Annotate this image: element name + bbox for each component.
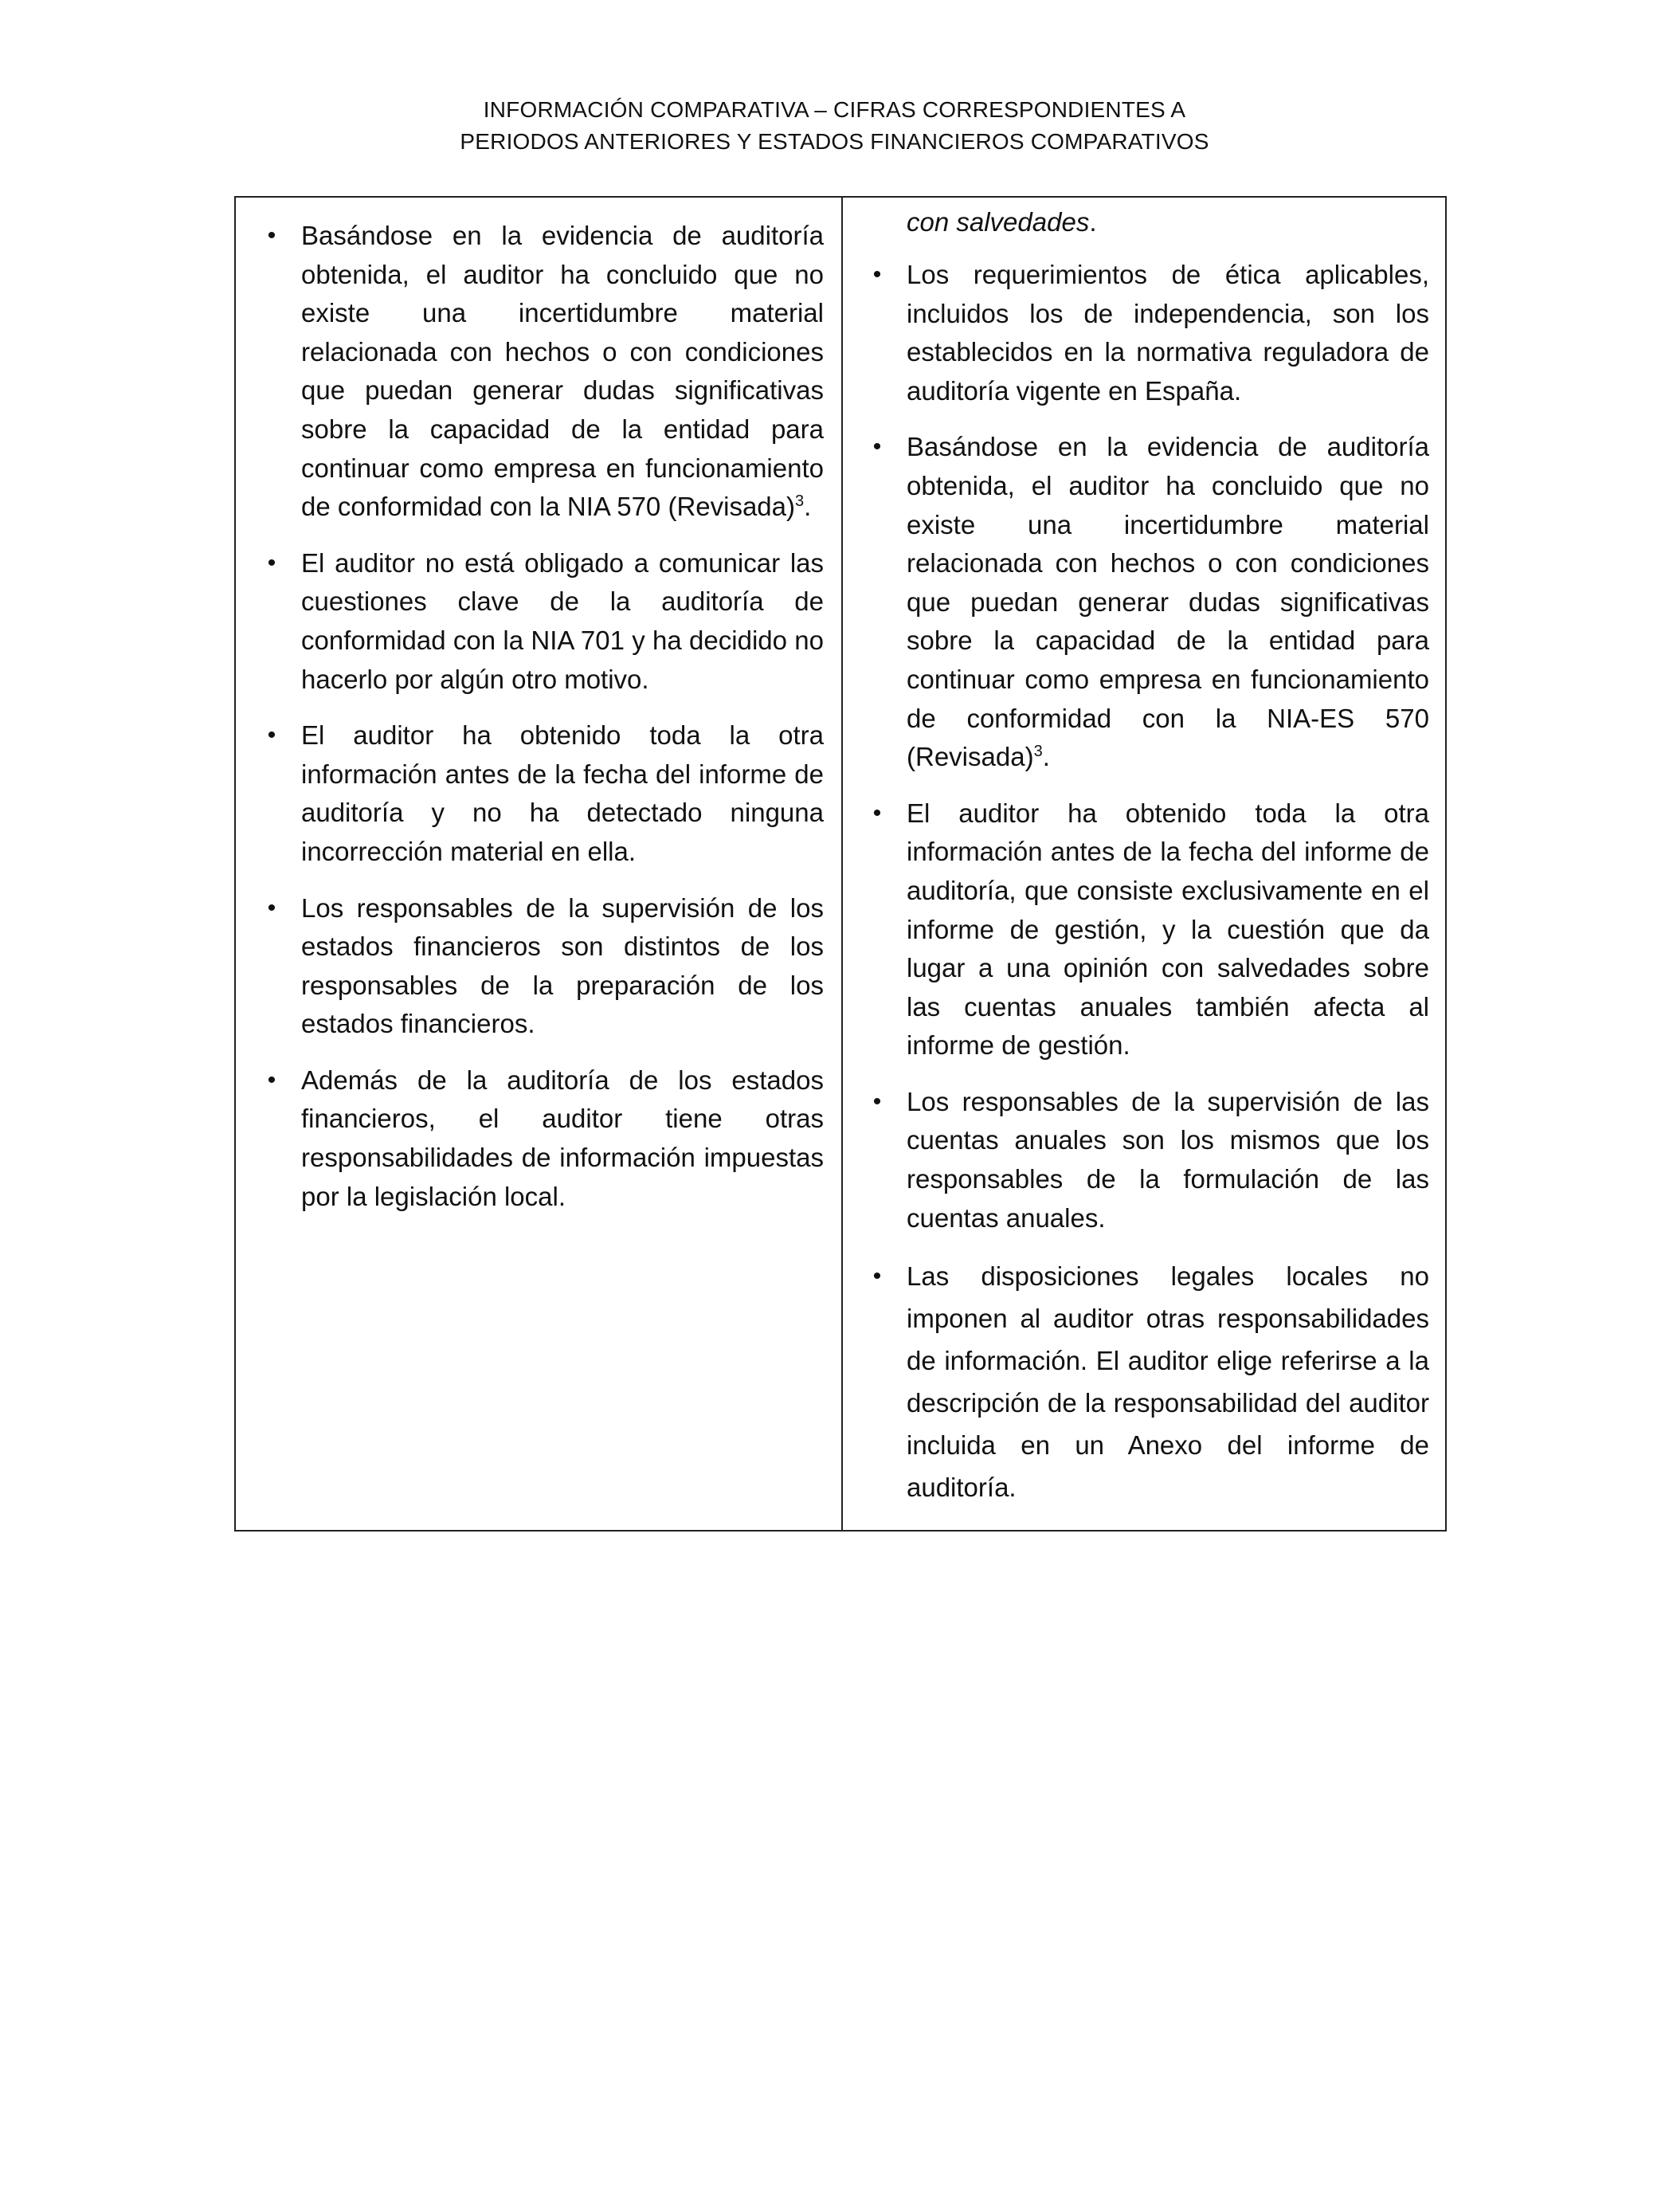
list-item [257, 217, 824, 527]
continuation-text: con salvedades. [907, 207, 1097, 237]
right-column [862, 202, 1429, 1526]
bullet-icon: • [872, 1088, 882, 1115]
left-bullet-list [257, 217, 824, 1216]
list-item [862, 256, 1429, 410]
page-title [0, 94, 1669, 158]
list-item-text: Los responsables de la supervisión de las cuentas anuales son los mismos que los responsables de la formulación de las cuentas anuales. [907, 1086, 1429, 1233]
list-item-text: El auditor ha obtenido toda la otra información antes de la fecha del informe de auditoría y no ha detectado ninguna incorrección material en ella. [301, 720, 824, 866]
list-item [257, 716, 824, 871]
bullet-icon: • [267, 549, 276, 576]
list-item-text: Los responsables de la supervisión de los estados financieros son distintos de los responsables de la preparación de los estados financieros. [301, 892, 824, 1039]
comparison-table [234, 196, 1447, 1532]
list-item-text: Los requerimientos de ética aplicables, incluidos los de independencia, son los establecidos en la normativa reguladora de auditoría vigente en España. [907, 260, 1429, 406]
bullet-icon: • [872, 433, 882, 461]
list-item-text: El auditor ha obtenido toda la otra información antes de la fecha del informe de auditoría, que consiste exclusivamente en el informe de gestión, y la cuestión que da lugar a una opinión con salvedades sobre las cuentas anuales también afecta al informe de gestión. [907, 798, 1429, 1061]
list-item-text: Basándose en la evidencia de auditoría obtenida, el auditor ha concluido que no existe una incertidumbre material relacionada con hechos o con condiciones que puedan generar dudas significativas sobre la capacidad de la entidad para continuar como empresa en funcionamiento de conformidad con la NIA 570 (Revisada)$^3$. [301, 221, 824, 522]
column-divider [841, 198, 843, 1530]
left-column [257, 217, 824, 1233]
footnote-ref: 3 [1033, 743, 1043, 761]
list-item-text: Basándose en la evidencia de auditoría obtenida, el auditor ha concluido que no existe una incertidumbre material relacionada con hechos o con condiciones que puedan generar dudas significativas sobre la capacidad de la entidad para continuar como empresa en funcionamiento de conformidad con la NIA-ES 570 (Revisada)$^3$. [907, 432, 1429, 772]
bullet-icon: • [872, 799, 882, 826]
list-item [257, 1061, 824, 1216]
bullet-icon: • [872, 261, 882, 288]
footnote-ref: 3 [795, 492, 805, 511]
list-item-text: El auditor no está obligado a comunicar las cuestiones clave de la auditoría de conformidad con la NIA 701 y ha decidido no hacerlo por algún otro motivo. [301, 547, 824, 694]
title-line-1: INFORMACIÓN COMPARATIVA – CIFRAS CORRESPONDIENTES A [483, 97, 1186, 122]
list-item [862, 1255, 1429, 1508]
list-item-text: Las disposiciones legales locales no imponen al auditor otras responsabilidades de información. El auditor elige referirse a la descripción de la responsabilidad del auditor incluida en un Anexo del informe de auditoría. [907, 1261, 1429, 1503]
bullet-icon: • [267, 222, 276, 249]
bullet-icon: • [872, 1263, 882, 1290]
list-item-text: Además de la auditoría de los estados financieros, el auditor tiene otras responsabilidades de información impuestas por la legislación local. [301, 1065, 824, 1211]
list-item [862, 1083, 1429, 1237]
bullet-icon: • [267, 894, 276, 921]
right-bullet-list [862, 256, 1429, 1508]
list-item [862, 428, 1429, 776]
list-item [257, 889, 824, 1044]
bullet-icon: • [267, 1066, 276, 1093]
title-line-2: PERIODOS ANTERIORES Y ESTADOS FINANCIEROS COMPARATIVOS [460, 129, 1209, 154]
list-item [257, 544, 824, 699]
bullet-icon: • [267, 722, 276, 749]
list-item [862, 794, 1429, 1065]
